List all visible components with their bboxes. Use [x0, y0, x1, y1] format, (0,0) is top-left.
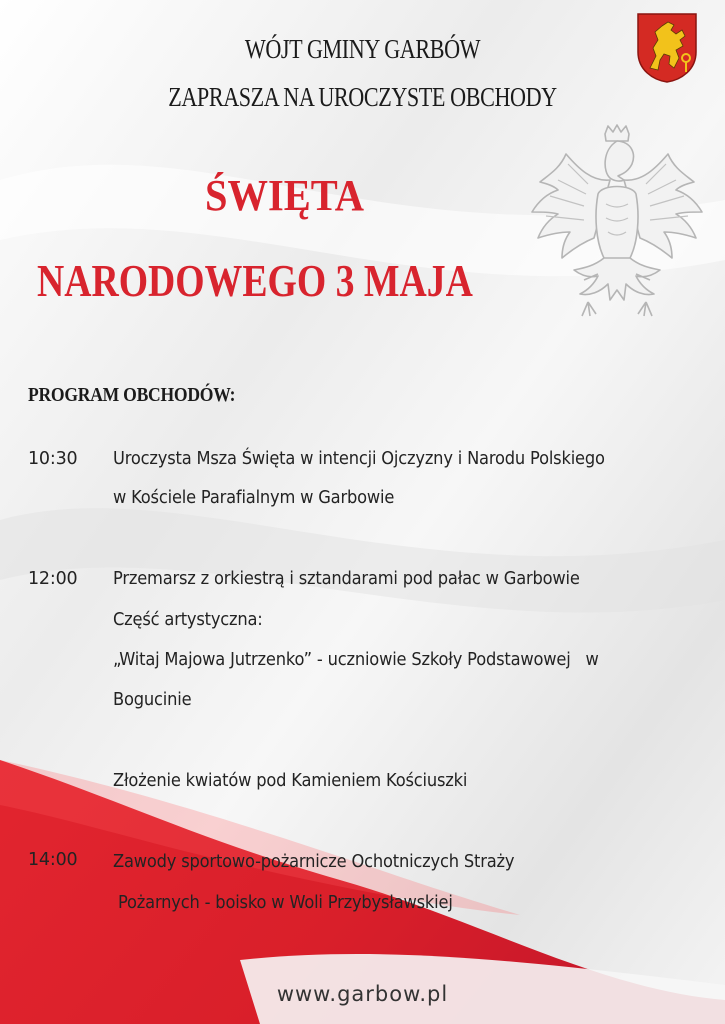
program-heading: PROGRAM OBCHODÓW:: [28, 384, 236, 406]
event-description-line: Pożarnych - boisko w Woli Przybysławskiej: [113, 893, 453, 913]
title-line-2: NARODOWEGO 3 MAJA: [37, 255, 473, 306]
website-link[interactable]: www.garbow.pl: [276, 982, 449, 1006]
polish-white-eagle-icon: [528, 124, 706, 320]
event-description-line: w Kościele Parafialnym w Garbowie: [113, 488, 395, 508]
title-line-1: ŚWIĘTA: [205, 171, 364, 220]
event-description-line: Złożenie kwiatów pod Kamieniem Kościuszki: [113, 771, 468, 791]
event-description-line: Uroczysta Msza Święta w intencji Ojczyzny i Narodu Polskiego: [113, 449, 605, 469]
header-line-1: WÓJT GMINY GARBÓW: [244, 34, 481, 64]
event-description-line: Bogucinie: [113, 690, 192, 710]
event-time: 12:00: [28, 569, 78, 589]
event-description-line: „Witaj Majowa Jutrzenko” - uczniowie Szkoły Podstawowej w: [113, 650, 599, 670]
event-time: 14:00: [28, 850, 78, 870]
header-line-2: ZAPRASZA NA UROCZYSTE OBCHODY: [168, 82, 557, 112]
event-description-line: Przemarsz z orkiestrą i sztandarami pod pałac w Garbowie: [113, 569, 580, 589]
event-description-line: Zawody sportowo-pożarnicze Ochotniczych Straży: [113, 852, 515, 872]
event-time: 10:30: [28, 449, 78, 469]
event-description-line: Część artystyczna:: [113, 610, 263, 630]
